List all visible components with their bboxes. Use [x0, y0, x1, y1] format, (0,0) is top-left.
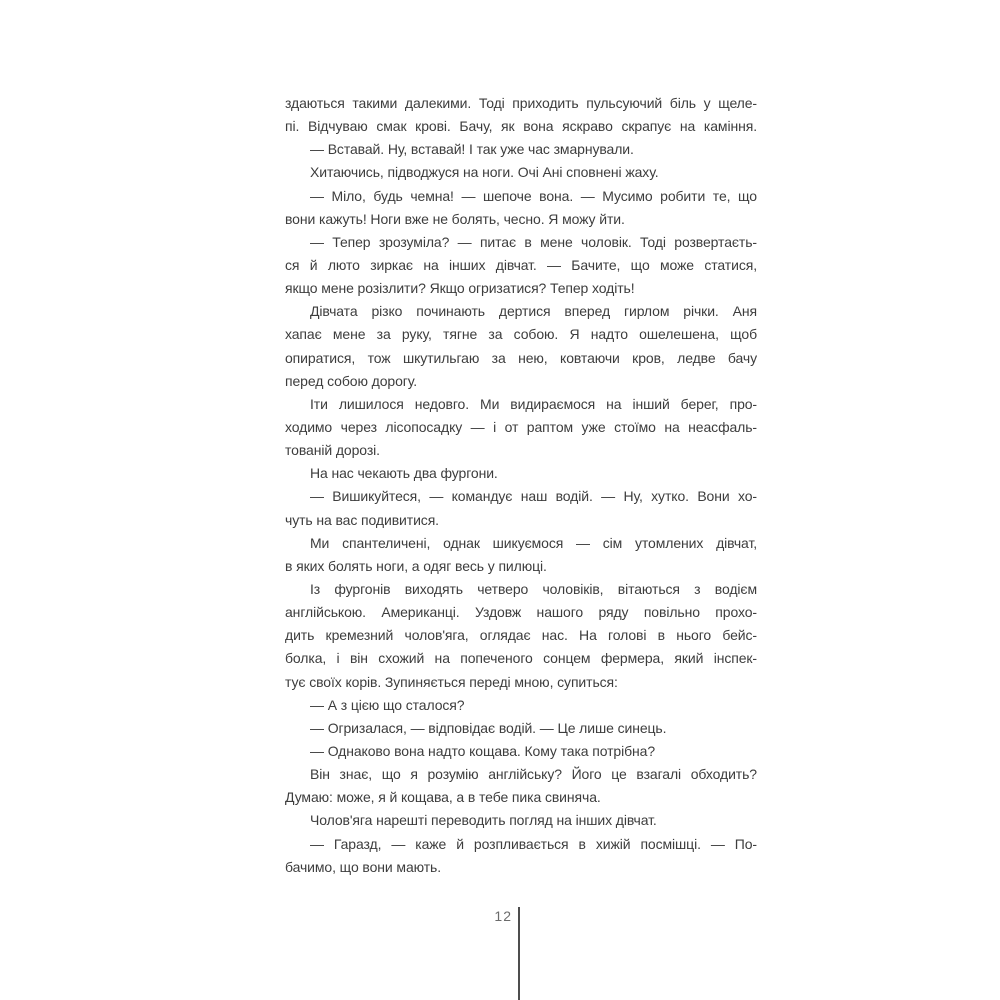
- text-line: чуть на вас подивитися.: [285, 511, 439, 528]
- text-line: тує своїх корів. Зупиняється переді мною, супиться:: [285, 673, 618, 690]
- text-line: Чолов'яга нарешті переводить погляд на інших дівчат.: [310, 812, 657, 829]
- text-line: Із фургонів виходять четверо чоловіків, вітаються з водієм: [310, 580, 757, 597]
- text-line: пі. Відчуваю смак крові. Бачу, як вона яскраво скрапує на каміння.: [285, 118, 757, 135]
- text-line: болка, і він схожий на попеченого сонцем фермера, який інспек-: [285, 650, 757, 667]
- text-line: — Гаразд, — каже й розпливається в хижій посмішці. — По-: [310, 835, 757, 852]
- text-line: дить кремезний чолов'яга, оглядає нас. На голові в нього бейс-: [285, 627, 757, 644]
- text-line: перед собою дорогу.: [285, 372, 418, 389]
- text-line: здаються такими далекими. Тоді приходить пульсуючий біль у щеле-: [285, 95, 757, 111]
- text-line: Думаю: може, я й кощава, а в тебе пика свиняча.: [285, 789, 601, 806]
- text-line: Він знає, що я розумію англійську? Його це взагалі обходить?: [310, 766, 757, 783]
- text-line: Ми спантеличені, однак шикуємося — сім утомлених дівчат,: [310, 534, 757, 551]
- text-line: вони кажуть! Ноги вже не болять, чесно. Я можу йти.: [285, 210, 625, 227]
- text-line: — Міло, будь чемна! — шепоче вона. — Мусимо робити те, що: [310, 187, 757, 204]
- text-line: — Вставай. Ну, вставай! І так уже час змарнували.: [310, 141, 634, 158]
- text-line: хапає мене за руку, тягне за собою. Я надто ошелешена, щоб: [285, 326, 757, 343]
- text-line: — Огризалася, — відповідає водій. — Це лише синець.: [310, 719, 667, 736]
- text-line: тованій дорозі.: [285, 442, 380, 459]
- text-line: опиратися, тож шкутильгаю за нею, ковтаючи кров, ледве бачу: [285, 349, 757, 366]
- text-line: якщо мене розізлити? Якщо огризатися? Тепер ходіть!: [285, 280, 635, 297]
- text-line: бачимо, що вони мають.: [285, 858, 442, 875]
- text-line: англійською. Американці. Уздовж нашого ряду повільно прохо-: [285, 604, 757, 621]
- text-line: Іти лишилося недовго. Ми видираємося на інший берег, про-: [310, 395, 757, 412]
- text-line: Хитаючись, підводжуся на ноги. Очі Ані сповнені жаху.: [310, 164, 659, 181]
- text-line: Дівчата різко починають дертися вперед гирлом річки. Аня: [310, 303, 757, 320]
- body-text: [285, 92, 757, 879]
- text-line: — Тепер зрозуміла? — питає в мене чоловік. Тоді розвертаєть-: [310, 233, 757, 250]
- text-line: — Вишикуйтеся, — командує наш водій. — Ну, хутко. Вони хо-: [310, 488, 757, 505]
- text-line: ся й люто зиркає на інших дівчат. — Бачите, що може статися,: [285, 256, 757, 273]
- page-number: 12: [494, 908, 512, 924]
- text-line: ходимо через лісопосадку — і от раптом уже стоїмо на неасфаль-: [285, 418, 757, 435]
- text-line: — Однаково вона надто кощава. Кому така потрібна?: [310, 742, 656, 759]
- text-line: в яких болять ноги, а одяг весь у пилюці.: [285, 557, 547, 574]
- text-line: — А з цією що сталося?: [310, 696, 465, 713]
- text-line: На нас чекають два фургони.: [310, 465, 498, 482]
- vertical-rule: [518, 907, 520, 1000]
